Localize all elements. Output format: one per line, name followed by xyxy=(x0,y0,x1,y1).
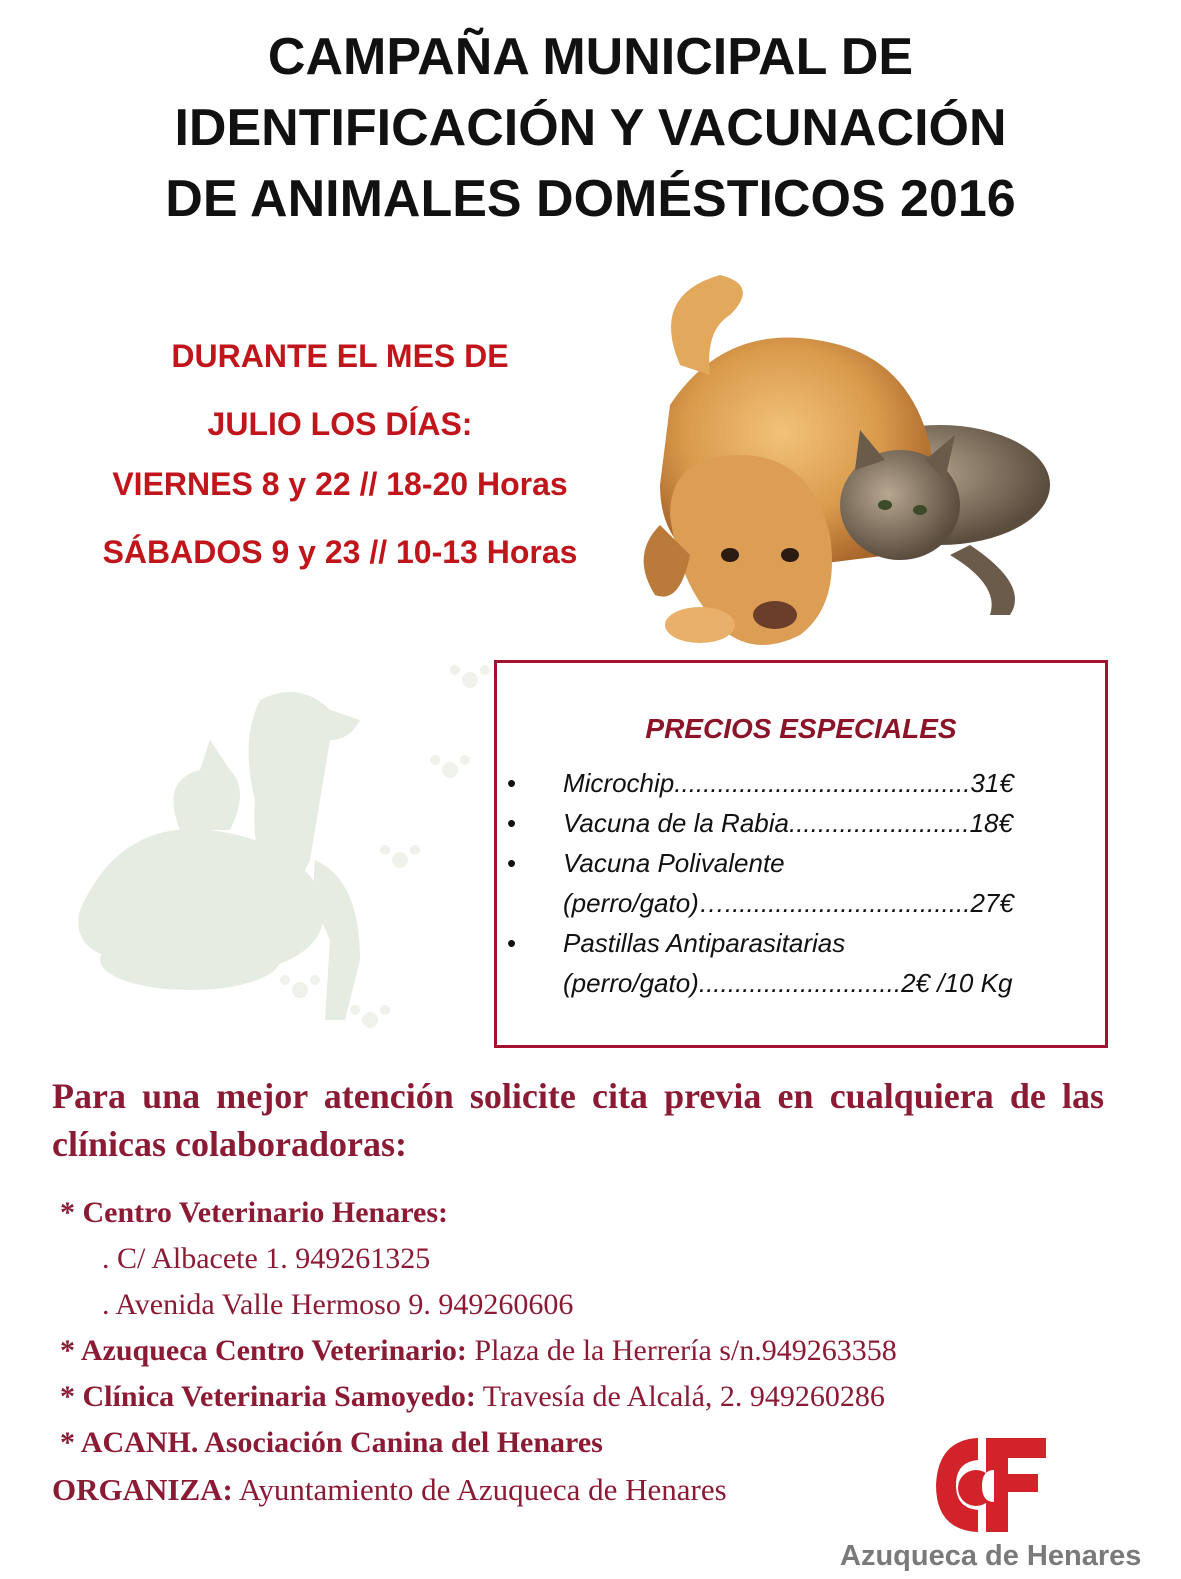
azuqueca-logo-icon xyxy=(930,1430,1050,1540)
organizer-label: ORGANIZA: xyxy=(52,1472,233,1507)
special-prices-box xyxy=(494,660,1108,1048)
bullet-icon: • xyxy=(507,768,517,798)
schedule-line-fridays: VIERNES 8 y 22 // 18-20 Horas xyxy=(112,466,568,502)
price-item-microchip: • Microchip.........................................31€ xyxy=(507,763,1107,803)
schedule-line-2: JULIO LOS DÍAS: xyxy=(207,406,473,442)
price-item-rabies: • Vacuna de la Rabia.........................18€ xyxy=(507,803,1107,843)
price-list xyxy=(507,763,1107,1003)
bullet-icon: • xyxy=(507,808,517,838)
organizer-value: Ayuntamiento de Azuqueca de Henares xyxy=(232,1472,727,1507)
schedule-line-saturdays: SÁBADOS 9 y 23 // 10-13 Horas xyxy=(102,534,578,570)
organizer-line xyxy=(52,1472,727,1508)
logo-text: Azuqueca de Henares xyxy=(840,1540,1142,1572)
campaign-title xyxy=(0,22,1181,235)
price-item-antiparasitic: • Pastillas Antiparasitarias (perro/gato)............................2€ /10 Kg xyxy=(507,923,1107,1003)
prices-title: PRECIOS ESPECIALES xyxy=(645,713,957,744)
clinic-1-address-2: . Avenida Valle Hermoso 9. 949260606 xyxy=(102,1288,574,1321)
clinic-4: * ACANH. Asociación Canina del Henares xyxy=(60,1426,603,1459)
schedule-line-1: DURANTE EL MES DE xyxy=(171,338,509,374)
title-line-1: CAMPAÑA MUNICIPAL DE xyxy=(267,28,914,86)
title-line-2: IDENTIFICACIÓN Y VACUNACIÓN xyxy=(174,99,1007,157)
clinic-3: * Clínica Veterinaria Samoyedo: Travesía de Alcalá, 2. 949260286 xyxy=(60,1380,885,1413)
clinic-1-address-1: . C/ Albacete 1. 949261325 xyxy=(102,1242,431,1275)
bullet-icon: • xyxy=(507,848,517,878)
background-pets-illustration xyxy=(60,660,500,1040)
clinic-2: * Azuqueca Centro Veterinario: Plaza de la Herrería s/n.949263358 xyxy=(60,1334,897,1367)
price-item-polyvalent: • Vacuna Polivalente (perro/gato)…..................................27€ xyxy=(507,843,1107,923)
dog-and-cat-image xyxy=(610,255,1050,665)
title-line-3: DE ANIMALES DOMÉSTICOS 2016 xyxy=(165,170,1016,228)
clinic-1-name: * Centro Veterinario Henares: xyxy=(60,1196,448,1229)
appointment-notice: Para una mejor atención solicite cita previa en cualquiera de las clínicas colaboradoras: xyxy=(52,1076,1104,1164)
bullet-icon: • xyxy=(507,928,517,958)
